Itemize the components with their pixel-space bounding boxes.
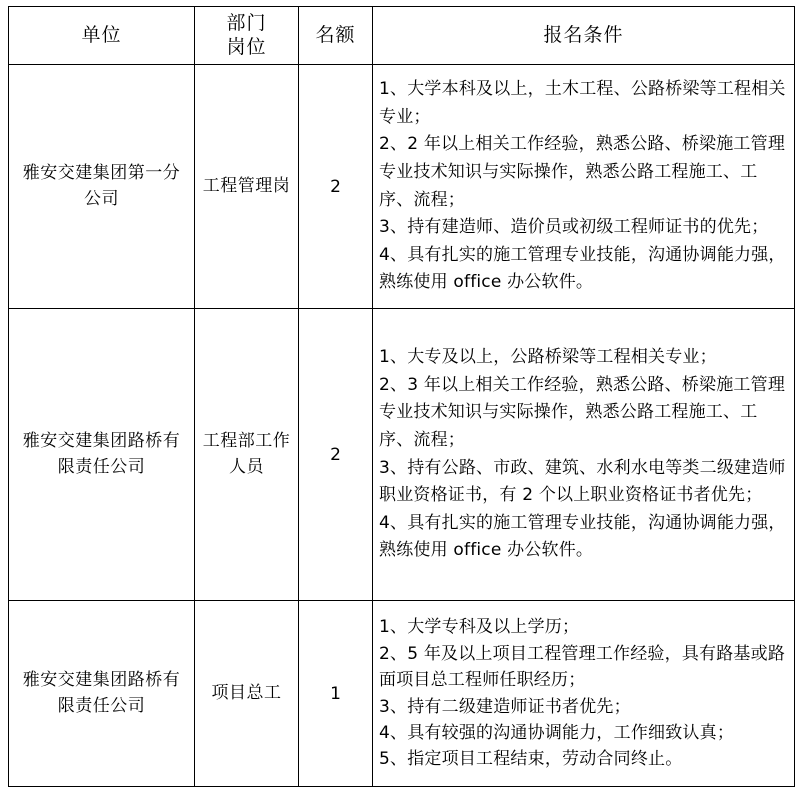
cell-conditions xyxy=(373,601,795,787)
cell-department: 项目总工 xyxy=(195,601,299,787)
cell-conditions xyxy=(373,309,795,601)
condition-line: 2、5 年及以上项目工程管理工作经验，具有路基或路面项目总工程师任职经历； xyxy=(379,643,786,691)
column-header-department-position xyxy=(195,7,299,65)
cell-department: 工程部工作人员 xyxy=(195,309,299,601)
cell-department: 工程管理岗 xyxy=(195,65,299,309)
cell-unit: 雅安交建集团第一分公司 xyxy=(9,65,195,309)
cell-quota: 2 xyxy=(299,65,373,309)
condition-line: 4、具有较强的沟通协调能力，工作细致认真； xyxy=(379,722,735,743)
condition-line: 1、大学专科及以上学历； xyxy=(379,617,580,638)
cell-unit: 雅安交建集团路桥有限责任公司 xyxy=(9,309,195,601)
table-row xyxy=(9,601,795,787)
condition-line: 1、大学本科及以上，土木工程、公路桥梁等工程相关专业； xyxy=(379,79,786,127)
header-line-position: 岗位 xyxy=(226,35,267,58)
condition-line: 4、具有扎实的施工管理专业技能，沟通协调能力强，熟练使用 office 办公软件。 xyxy=(379,244,786,293)
table-row xyxy=(9,309,795,601)
condition-line: 1、大专及以上，公路桥梁等工程相关专业； xyxy=(379,347,717,368)
cell-unit: 雅安交建集团路桥有限责任公司 xyxy=(9,601,195,787)
header-line-department: 部门 xyxy=(226,11,267,34)
column-header-quota: 名额 xyxy=(299,7,373,65)
table-body xyxy=(9,65,795,787)
condition-line: 2、3 年以上相关工作经验，熟悉公路、桥梁施工管理专业技术知识与实际操作，熟悉公路工程施工、工序、流程； xyxy=(379,374,786,450)
condition-line: 3、持有二级建造师证书者优先； xyxy=(379,696,631,717)
column-header-conditions: 报名条件 xyxy=(373,7,795,65)
header-row xyxy=(9,7,795,65)
table-header xyxy=(9,7,795,65)
recruitment-table xyxy=(8,6,795,787)
cell-conditions xyxy=(373,65,795,309)
cell-quota: 2 xyxy=(299,309,373,601)
condition-line: 3、持有建造师、造价员或初级工程师证书的优先； xyxy=(379,217,769,238)
column-header-unit: 单位 xyxy=(9,7,195,65)
cell-quota: 1 xyxy=(299,601,373,787)
condition-line: 5、指定项目工程结束，劳动合同终止。 xyxy=(379,749,683,770)
table-row xyxy=(9,65,795,309)
condition-line: 4、具有扎实的施工管理专业技能，沟通协调能力强，熟练使用 office 办公软件。 xyxy=(379,512,786,561)
condition-line: 2、2 年以上相关工作经验，熟悉公路、桥梁施工管理专业技术知识与实际操作，熟悉公路工程施工、工序、流程； xyxy=(379,134,786,210)
condition-line: 3、持有公路、市政、建筑、水利水电等类二级建造师职业资格证书，有 2 个以上职业资格证书者优先； xyxy=(379,457,786,506)
